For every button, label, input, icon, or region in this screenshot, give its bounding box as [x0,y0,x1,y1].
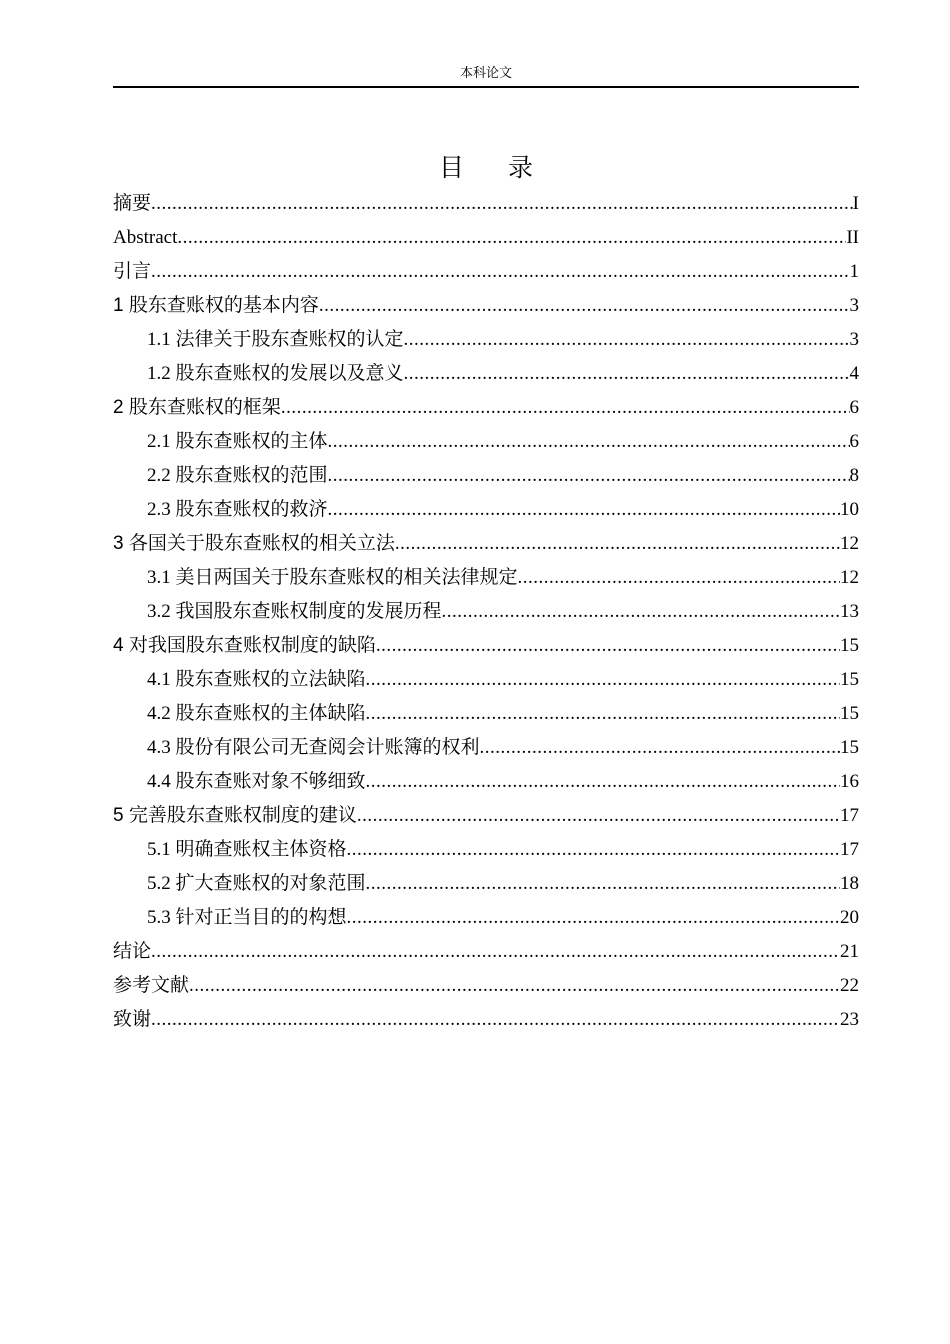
toc-entry[interactable] [113,322,859,356]
dot-leader [151,187,853,221]
toc-entry-number: 4.4 [147,771,176,792]
toc-entry[interactable] [113,764,859,798]
toc-entry-label [147,492,328,527]
toc-entry-text: 股东查账权的立法缺陷 [175,668,366,690]
toc-entry[interactable] [113,968,859,1002]
dot-leader [151,935,840,969]
toc-entry-text: 完善股东查账权制度的建议 [128,804,357,826]
toc-entry-page: 21 [840,941,859,962]
toc-entry-number: 1.1 [147,329,176,350]
toc-entry[interactable] [113,492,859,526]
toc-entry-label [113,798,357,833]
toc-entry-number: 2.3 [147,499,176,520]
toc-entry-label [147,322,404,357]
toc-entry-label [147,662,366,697]
toc-entry-number: 2.1 [147,431,176,452]
toc-entry-label [113,288,319,323]
dot-leader [328,493,840,527]
toc-entry-page: 23 [840,1009,859,1030]
dot-leader [347,901,840,935]
toc-entry-number: 3.1 [147,567,176,588]
toc-entry[interactable] [113,220,859,254]
toc-entry-page: 3 [849,295,859,316]
toc-entry-page: 15 [840,669,859,690]
toc-entry-page: 1 [849,261,859,282]
toc-entry-page: 8 [849,465,859,486]
toc-entry[interactable] [113,866,859,900]
toc-entry-number: 4 [113,635,129,656]
toc-entry-page: 18 [840,873,859,894]
page-header [113,62,859,88]
toc-entry-label [147,424,328,459]
toc-entry-text: 摘要 [113,192,152,214]
toc-entry[interactable] [113,934,859,968]
dot-leader [480,731,840,765]
dot-leader [347,833,840,867]
table-of-contents [113,186,859,1036]
dot-leader [177,221,846,255]
toc-entry-text: 股份有限公司无查阅会计账簿的权利 [175,736,480,758]
toc-entry[interactable] [113,390,859,424]
dot-leader [357,799,840,833]
toc-entry-number: 3.2 [147,601,176,622]
dot-leader [395,527,840,561]
toc-entry-page: 6 [849,431,859,452]
toc-entry[interactable] [113,730,859,764]
dot-leader [366,697,840,731]
toc-entry-text: 扩大查账权的对象范围 [175,872,366,894]
toc-entry-page: 3 [849,329,859,350]
toc-entry-text: 对我国股东查账权制度的缺陷 [128,634,376,656]
toc-entry-label [147,560,518,595]
toc-entry-label [113,934,151,969]
dot-leader [376,629,840,663]
toc-entry[interactable] [113,628,859,662]
toc-entry-label [147,866,366,901]
toc-entry-text: 引言 [113,260,152,282]
toc-entry-page: 12 [840,567,859,588]
toc-entry-page: II [846,227,859,248]
toc-entry-label [147,594,442,629]
toc-entry[interactable] [113,900,859,934]
toc-entry-page: 10 [840,499,859,520]
toc-entry-text: 法律关于股东查账权的认定 [175,328,404,350]
toc-entry[interactable] [113,662,859,696]
toc-entry-page: 12 [840,533,859,554]
toc-entry-label [147,696,366,731]
toc-entry-label [113,968,189,1003]
toc-entry-label [113,390,281,425]
toc-entry[interactable] [113,288,859,322]
toc-entry-page: 15 [840,703,859,724]
toc-entry[interactable] [113,1002,859,1036]
toc-entry-label [147,900,347,935]
toc-entry-page: 13 [840,601,859,622]
toc-entry[interactable] [113,832,859,866]
toc-entry-page: 22 [840,975,859,996]
toc-entry[interactable] [113,186,859,220]
toc-entry-label [147,730,480,765]
toc-entry[interactable] [113,458,859,492]
toc-entry-page: 17 [840,839,859,860]
toc-entry-text: 股东查账权的主体缺陷 [175,702,366,724]
toc-entry-number: 3 [113,533,129,554]
toc-entry-text: 致谢 [113,1008,152,1030]
dot-leader [328,425,850,459]
toc-entry[interactable] [113,798,859,832]
toc-entry[interactable] [113,560,859,594]
dot-leader [442,595,840,629]
dot-leader [366,867,840,901]
toc-entry-number: 4.1 [147,669,176,690]
dot-leader [366,765,840,799]
toc-entry-label [147,356,404,391]
dot-leader [281,391,850,425]
toc-entry-text: 结论 [113,940,152,962]
toc-entry-text: 明确查账权主体资格 [175,838,347,860]
toc-entry-text: 股东查账权的发展以及意义 [175,362,404,384]
toc-entry-label [147,832,347,867]
toc-entry-text: 股东查账权的基本内容 [128,294,319,316]
toc-entry-text: Abstract [113,227,178,248]
toc-entry-number: 1 [113,295,129,316]
toc-entry-number: 5.3 [147,907,176,928]
toc-entry-text: 股东查账权的范围 [175,464,328,486]
toc-entry-page: 20 [840,907,859,928]
toc-entry-text: 股东查账对象不够细致 [175,770,366,792]
toc-entry[interactable] [113,254,859,288]
toc-entry-page: 17 [840,805,859,826]
toc-entry-text: 股东查账权的救济 [175,498,328,520]
toc-entry-number: 1.2 [147,363,176,384]
toc-entry-number: 4.2 [147,703,176,724]
toc-entry[interactable] [113,424,859,458]
toc-entry-label [113,628,376,663]
toc-entry-label [147,764,366,799]
dot-leader [404,357,850,391]
header-text: 本科论文 [459,65,512,80]
toc-title: 目录 [438,153,577,182]
toc-entry-page: 15 [840,737,859,758]
toc-entry-number: 4.3 [147,737,176,758]
toc-entry-page: I [852,193,859,214]
dot-leader [328,459,850,493]
toc-entry-label [113,220,177,255]
dot-leader [189,969,840,1003]
toc-entry-text: 美日两国关于股东查账权的相关法律规定 [175,566,518,588]
toc-entry[interactable] [113,594,859,628]
toc-entry-page: 6 [849,397,859,418]
toc-entry-number: 5 [113,805,129,826]
toc-entry-text: 各国关于股东查账权的相关立法 [128,532,395,554]
toc-entry-label [147,458,328,493]
toc-entry-text: 针对正当目的的构想 [175,906,347,928]
dot-leader [366,663,840,697]
toc-entry-label [113,526,395,561]
dot-leader [151,255,849,289]
toc-entry-number: 5.1 [147,839,176,860]
toc-entry-page: 4 [849,363,859,384]
toc-entry[interactable] [113,526,859,560]
dot-leader [151,1003,840,1037]
toc-entry-number: 5.2 [147,873,176,894]
toc-entry[interactable] [113,696,859,730]
toc-entry-label [113,1002,151,1037]
toc-entry-number: 2.2 [147,465,176,486]
dot-leader [404,323,850,357]
toc-entry-text: 股东查账权的主体 [175,430,328,452]
toc-entry-page: 16 [840,771,859,792]
toc-entry[interactable] [113,356,859,390]
toc-entry-text: 股东查账权的框架 [128,396,281,418]
toc-entry-text: 我国股东查账权制度的发展历程 [175,600,442,622]
toc-entry-page: 15 [840,635,859,656]
dot-leader [319,289,850,323]
toc-entry-text: 参考文献 [113,974,190,996]
toc-entry-number: 2 [113,397,129,418]
toc-entry-label [113,186,151,221]
dot-leader [518,561,840,595]
toc-entry-label [113,254,151,289]
